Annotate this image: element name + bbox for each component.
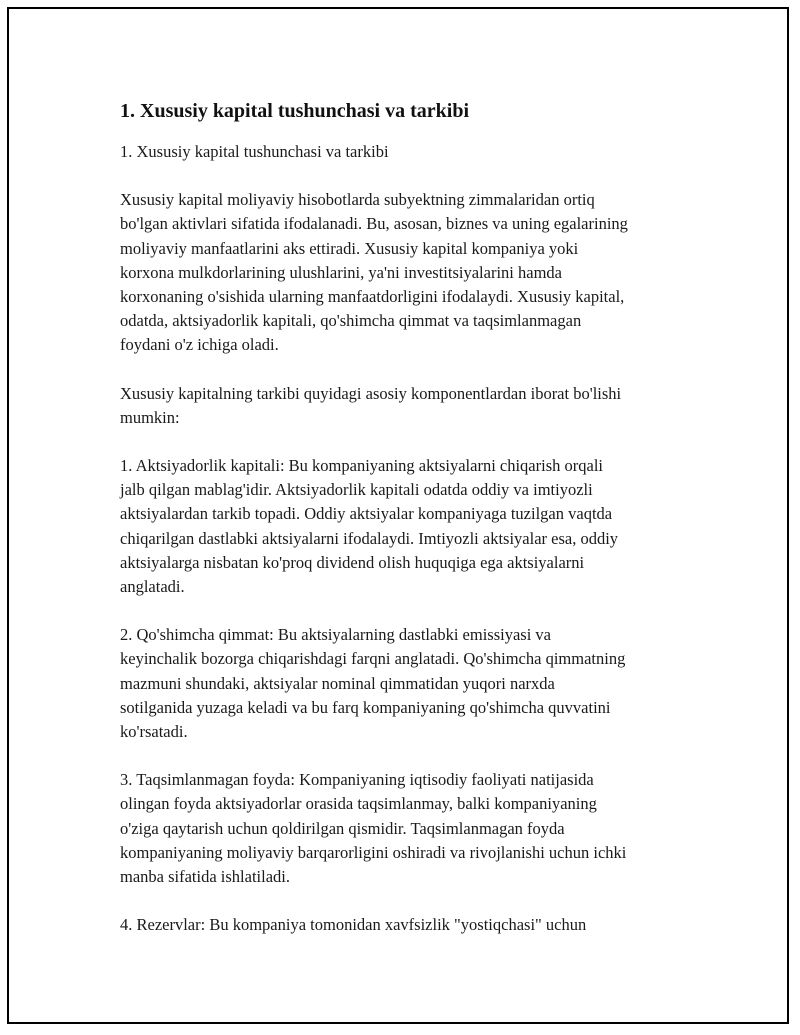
text-line: 4. Rezervlar: Bu kompaniya tomonidan xavfsizlik "yostiqchasi" uchun xyxy=(120,915,587,935)
paragraph xyxy=(120,768,700,889)
text-line: manba sifatida ishlatiladi. xyxy=(120,867,290,887)
text-line: ko'rsatadi. xyxy=(120,722,188,742)
text-line: mazmuni shundaki, aktsiyalar nominal qimmatidan yuqori narxda xyxy=(120,673,555,693)
paragraph xyxy=(120,623,700,744)
text-line: 2. Qo'shimcha qimmat: Bu aktsiyalarning dastlabki emissiyasi va xyxy=(120,625,551,645)
text-line: korxonaning o'sishida ularning manfaatdorligini ifodalaydi. Xususiy kapital, xyxy=(120,287,625,307)
text-line: sotilganida yuzaga keladi va bu farq kompaniyaning qo'shimcha quvvatini xyxy=(120,697,611,717)
text-line: moliyaviy manfaatlarini aks ettiradi. Xususiy kapital kompaniya yoki xyxy=(120,238,579,258)
text-line: 1. Aktsiyadorlik kapitali: Bu kompaniyaning aktsiyalarni chiqarish orqali xyxy=(120,456,603,476)
text-line: jalb qilgan mablag'idir. Aktsiyadorlik kapitali odatda oddiy va imtiyozli xyxy=(120,480,593,500)
text-line: odatda, aktsiyadorlik kapitali, qo'shimcha qimmat va taqsimlanmagan xyxy=(120,311,582,331)
text-line: foydani o'z ichiga oladi. xyxy=(120,335,279,355)
text-line: korxona mulkdorlarining ulushlarini, ya'ni investitsiyalarini hamda xyxy=(120,262,562,282)
paragraph xyxy=(120,382,700,430)
paragraph xyxy=(120,188,700,357)
text-line: chiqarilgan dastlabki aktsiyalarni ifodalaydi. Imtiyozli aktsiyalar esa, oddiy xyxy=(120,528,619,548)
text-line: aktsiyalarga nisbatan ko'proq dividend olish huquqiga ega aktsiyalarni xyxy=(120,552,585,572)
text-line: aktsiyalardan tarkib topadi. Oddiy aktsiyalar kompaniyaga tuzilgan vaqtda xyxy=(120,504,613,524)
text-line: olingan foyda aktsiyadorlar orasida taqsimlanmay, balki kompaniyaning xyxy=(120,794,597,814)
text-line: anglatadi. xyxy=(120,577,185,597)
text-line: keyinchalik bozorga chiqarishdagi farqni anglatadi. Qo'shimcha qimmatning xyxy=(120,649,626,669)
text-line: mumkin: xyxy=(120,407,180,427)
paragraph xyxy=(120,454,700,599)
document-body xyxy=(120,98,700,961)
text-line: Xususiy kapitalning tarkibi quyidagi asosiy komponentlardan iborat bo'lishi xyxy=(120,383,622,403)
text-line: 3. Taqsimlanmagan foyda: Kompaniyaning iqtisodiy faoliyati natijasida xyxy=(120,770,594,790)
text-line: kompaniyaning moliyaviy barqarorligini oshiradi va rivojlanishi uchun ichki xyxy=(120,842,627,862)
page-frame xyxy=(7,7,789,1024)
text-line: Xususiy kapital moliyaviy hisobotlarda subyektning zimmalaridan ortiq xyxy=(120,190,595,210)
paragraph-list xyxy=(120,140,700,937)
text-line: bo'lgan aktivlari sifatida ifodalanadi. Bu, asosan, biznes va uning egalarining xyxy=(120,214,628,234)
paragraph xyxy=(120,140,700,164)
paragraph xyxy=(120,913,700,937)
document-title: 1. Xususiy kapital tushunchasi va tarkibi xyxy=(120,100,470,122)
text-line: 1. Xususiy kapital tushunchasi va tarkibi xyxy=(120,142,389,161)
text-line: o'ziga qaytarish uchun qoldirilgan qismidir. Taqsimlanmagan foyda xyxy=(120,818,565,838)
